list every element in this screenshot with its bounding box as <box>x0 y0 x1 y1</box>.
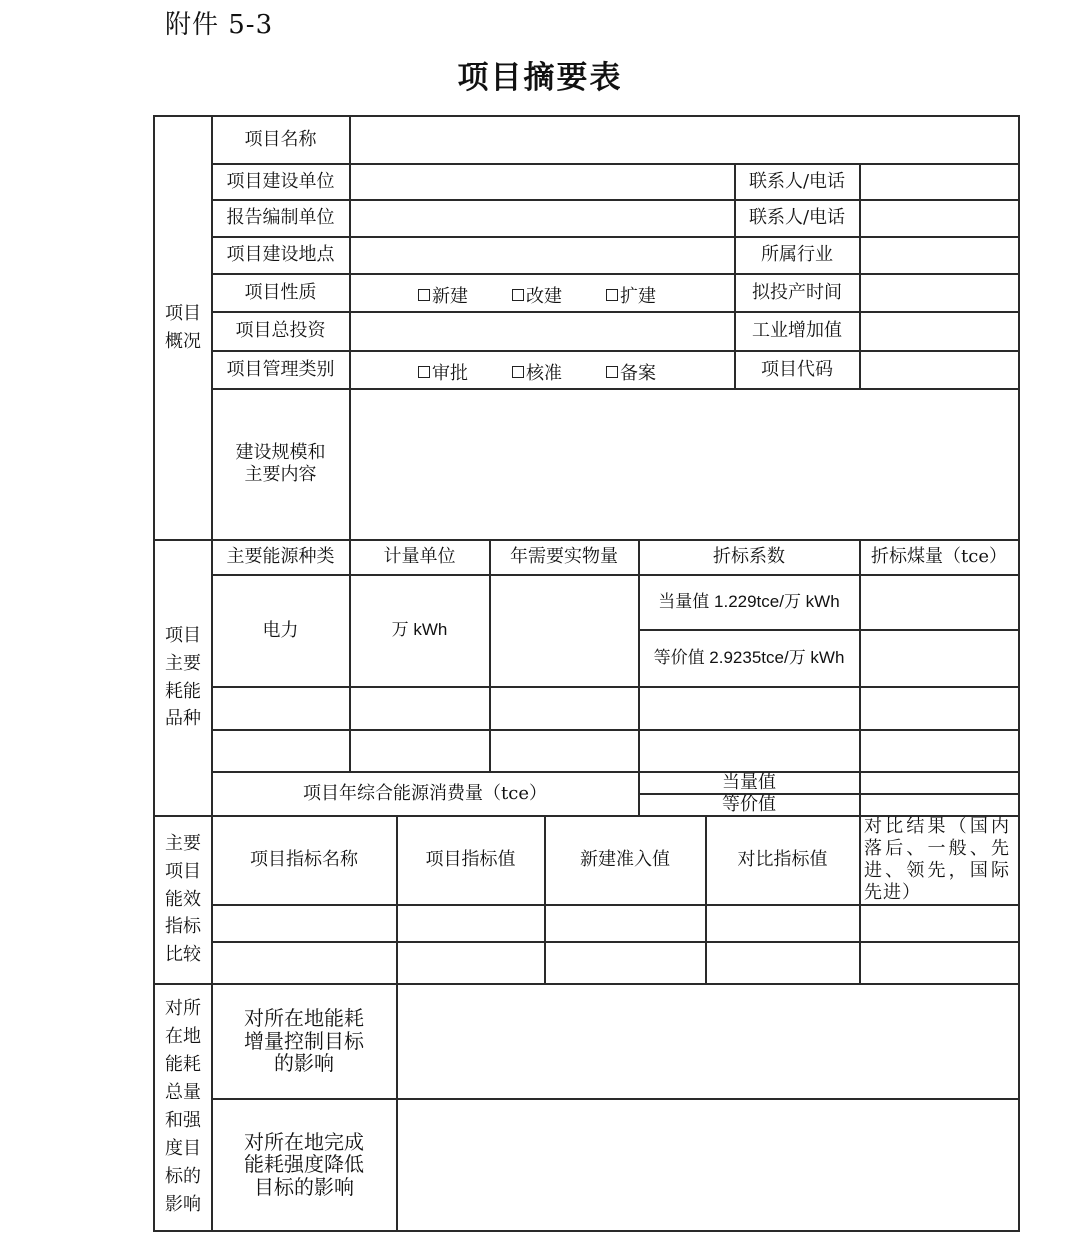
energy-header-quantity: 年需要实物量 <box>510 546 618 568</box>
section-impact-label: 对所在地能耗总量和强度目标的影响 <box>165 998 201 1215</box>
added-value-label: 工业增加值 <box>752 320 842 342</box>
construction-unit-field[interactable] <box>351 164 734 199</box>
nature-option-new[interactable]: 新建 <box>418 282 512 308</box>
efficiency-header-compare: 对比指标值 <box>737 849 828 871</box>
section-energy-label: 项目主要耗能品种 <box>165 624 201 730</box>
total-equal-value-label: 等价值 <box>722 793 776 815</box>
nature-options <box>418 282 700 308</box>
production-time-label: 拟投产时间 <box>752 281 842 303</box>
energy-header-coefficient: 折标系数 <box>713 546 785 568</box>
management-option-approve[interactable]: 审批 <box>418 359 512 385</box>
impact-intensity-label: 对所在地完成能耗强度降低目标的影响 <box>244 1129 364 1199</box>
attachment-label: 附件 5-3 <box>165 10 274 40</box>
scale-content-field[interactable] <box>351 389 1018 539</box>
management-type-label: 项目管理类别 <box>226 358 335 380</box>
project-name-field[interactable] <box>351 117 1018 163</box>
total-equal-value-field[interactable] <box>860 794 1018 815</box>
total-investment-field[interactable] <box>351 312 734 350</box>
coal-equal-value-field[interactable] <box>860 630 1018 686</box>
management-option-record[interactable]: 备案 <box>606 359 700 385</box>
page-title: 项目摘要表 <box>457 60 623 96</box>
impact-increment-field[interactable] <box>397 984 1018 1098</box>
efficiency-header-name: 项目指标名称 <box>250 849 358 871</box>
energy-total-label: 项目年综合能源消费量（tce） <box>303 782 547 804</box>
construction-contact-label: 联系人/电话 <box>748 170 846 192</box>
project-code-field[interactable] <box>861 351 1018 388</box>
energy-electricity-unit: 万 kWh <box>391 620 448 640</box>
energy-header-unit: 计量单位 <box>383 546 456 568</box>
checkbox-icon[interactable] <box>512 366 524 378</box>
location-label: 项目建设地点 <box>226 244 335 266</box>
section-overview-label: 项目概况 <box>165 303 201 352</box>
total-investment-label: 项目总投资 <box>235 320 326 342</box>
report-unit-label: 报告编制单位 <box>226 207 335 229</box>
coefficient-equivalent: 当量值 1.229tce/万 kWh <box>658 591 840 611</box>
location-field[interactable] <box>351 237 734 273</box>
added-value-field[interactable] <box>861 312 1018 350</box>
industry-field[interactable] <box>861 237 1018 273</box>
management-options <box>418 359 700 385</box>
report-contact-label: 联系人/电话 <box>748 207 846 229</box>
project-name-label: 项目名称 <box>244 129 317 151</box>
checkbox-icon[interactable] <box>606 366 618 378</box>
report-contact-field[interactable] <box>861 200 1018 236</box>
efficiency-header-threshold: 新建准入值 <box>580 849 670 871</box>
industry-label: 所属行业 <box>761 244 833 266</box>
energy-header-type: 主要能源种类 <box>226 546 335 568</box>
energy-header-coal: 折标煤量（tce） <box>871 546 1007 568</box>
energy-electricity: 电力 <box>262 619 299 641</box>
scale-content-label: 建设规模和主要内容 <box>235 441 326 485</box>
coefficient-equal-value: 等价值 2.9235tce/万 kWh <box>653 647 845 667</box>
project-code-label: 项目代码 <box>761 358 833 380</box>
coal-equivalent-field[interactable] <box>860 575 1018 629</box>
checkbox-icon[interactable] <box>418 289 430 301</box>
total-equivalent-field[interactable] <box>860 772 1018 793</box>
construction-contact-field[interactable] <box>861 164 1018 199</box>
construction-unit-label: 项目建设单位 <box>226 170 335 192</box>
checkbox-icon[interactable] <box>512 289 524 301</box>
efficiency-header-value: 项目指标值 <box>425 849 516 871</box>
checkbox-icon[interactable] <box>606 289 618 301</box>
nature-option-expand[interactable]: 扩建 <box>606 282 700 308</box>
nature-label: 项目性质 <box>244 281 317 303</box>
impact-intensity-field[interactable] <box>397 1099 1018 1230</box>
section-efficiency-label: 主要项目能效指标比较 <box>165 832 201 966</box>
nature-option-rebuild[interactable]: 改建 <box>512 282 606 308</box>
energy-electricity-quantity[interactable] <box>490 575 638 686</box>
management-option-verify[interactable]: 核准 <box>512 359 606 385</box>
impact-increment-label: 对所在地能耗增量控制目标的影响 <box>244 1006 364 1076</box>
report-unit-field[interactable] <box>351 200 734 236</box>
total-equivalent-label: 当量值 <box>722 771 776 793</box>
production-time-field[interactable] <box>861 274 1018 311</box>
efficiency-header-result: 对比结果（国内落后、一般、先进、领先，国际先进） <box>864 816 1010 903</box>
checkbox-icon[interactable] <box>418 366 430 378</box>
